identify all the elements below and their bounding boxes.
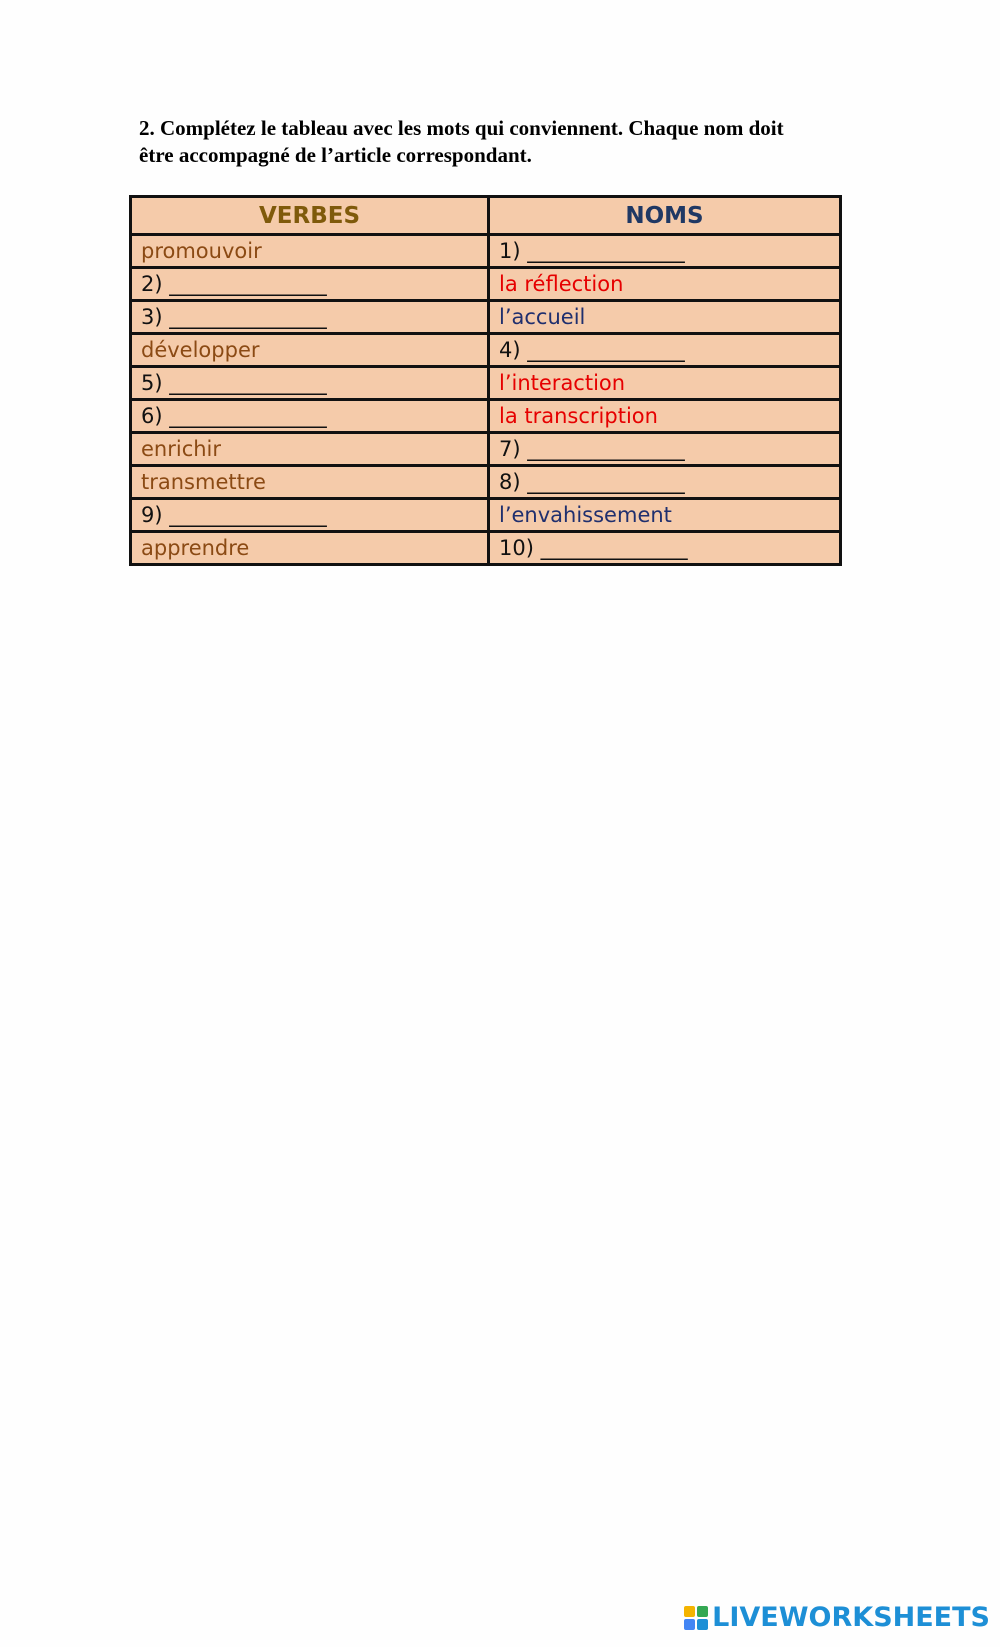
noun-blank-4[interactable]: 4) _______________ — [489, 334, 841, 367]
table-row — [131, 235, 841, 268]
table-row — [131, 532, 841, 565]
noun-cell-6: la transcription — [489, 400, 841, 433]
verb-cell-10: apprendre — [131, 532, 489, 565]
table-row — [131, 334, 841, 367]
liveworksheets-grid-icon — [684, 1606, 708, 1630]
noun-blank-8[interactable]: 8) _______________ — [489, 466, 841, 499]
verb-cell-4: développer — [131, 334, 489, 367]
instruction-line-2: être accompagné de l’article correspondant. — [139, 143, 532, 167]
table-row — [131, 433, 841, 466]
logo-text: LIVEWORKSHEETS — [712, 1602, 990, 1633]
verb-blank-6[interactable]: 6) _______________ — [131, 400, 489, 433]
verb-cell-8: transmettre — [131, 466, 489, 499]
table-row — [131, 268, 841, 301]
noun-cell-5: l’interaction — [489, 367, 841, 400]
verb-blank-9[interactable]: 9) _______________ — [131, 499, 489, 532]
table-row — [131, 301, 841, 334]
verbs-nouns-table — [129, 195, 842, 566]
noun-cell-2: la réflection — [489, 268, 841, 301]
verb-blank-5[interactable]: 5) _______________ — [131, 367, 489, 400]
header-verbes: VERBES — [131, 197, 489, 235]
noun-blank-7[interactable]: 7) _______________ — [489, 433, 841, 466]
table-row — [131, 499, 841, 532]
verb-blank-3[interactable]: 3) _______________ — [131, 301, 489, 334]
liveworksheets-logo — [684, 1603, 990, 1633]
verb-cell-1: promouvoir — [131, 235, 489, 268]
table-header-row — [131, 197, 841, 235]
noun-cell-9: l’envahissement — [489, 499, 841, 532]
exercise-instruction — [139, 115, 859, 169]
noun-blank-10[interactable]: 10) ______________ — [489, 532, 841, 565]
noun-cell-3: l’accueil — [489, 301, 841, 334]
header-noms: NOMS — [489, 197, 841, 235]
verb-cell-7: enrichir — [131, 433, 489, 466]
table-row — [131, 400, 841, 433]
verb-blank-2[interactable]: 2) _______________ — [131, 268, 489, 301]
instruction-line-1: 2. Complétez le tableau avec les mots qui conviennent. Chaque nom doit — [139, 116, 784, 140]
table-row — [131, 367, 841, 400]
table-row — [131, 466, 841, 499]
noun-blank-1[interactable]: 1) _______________ — [489, 235, 841, 268]
